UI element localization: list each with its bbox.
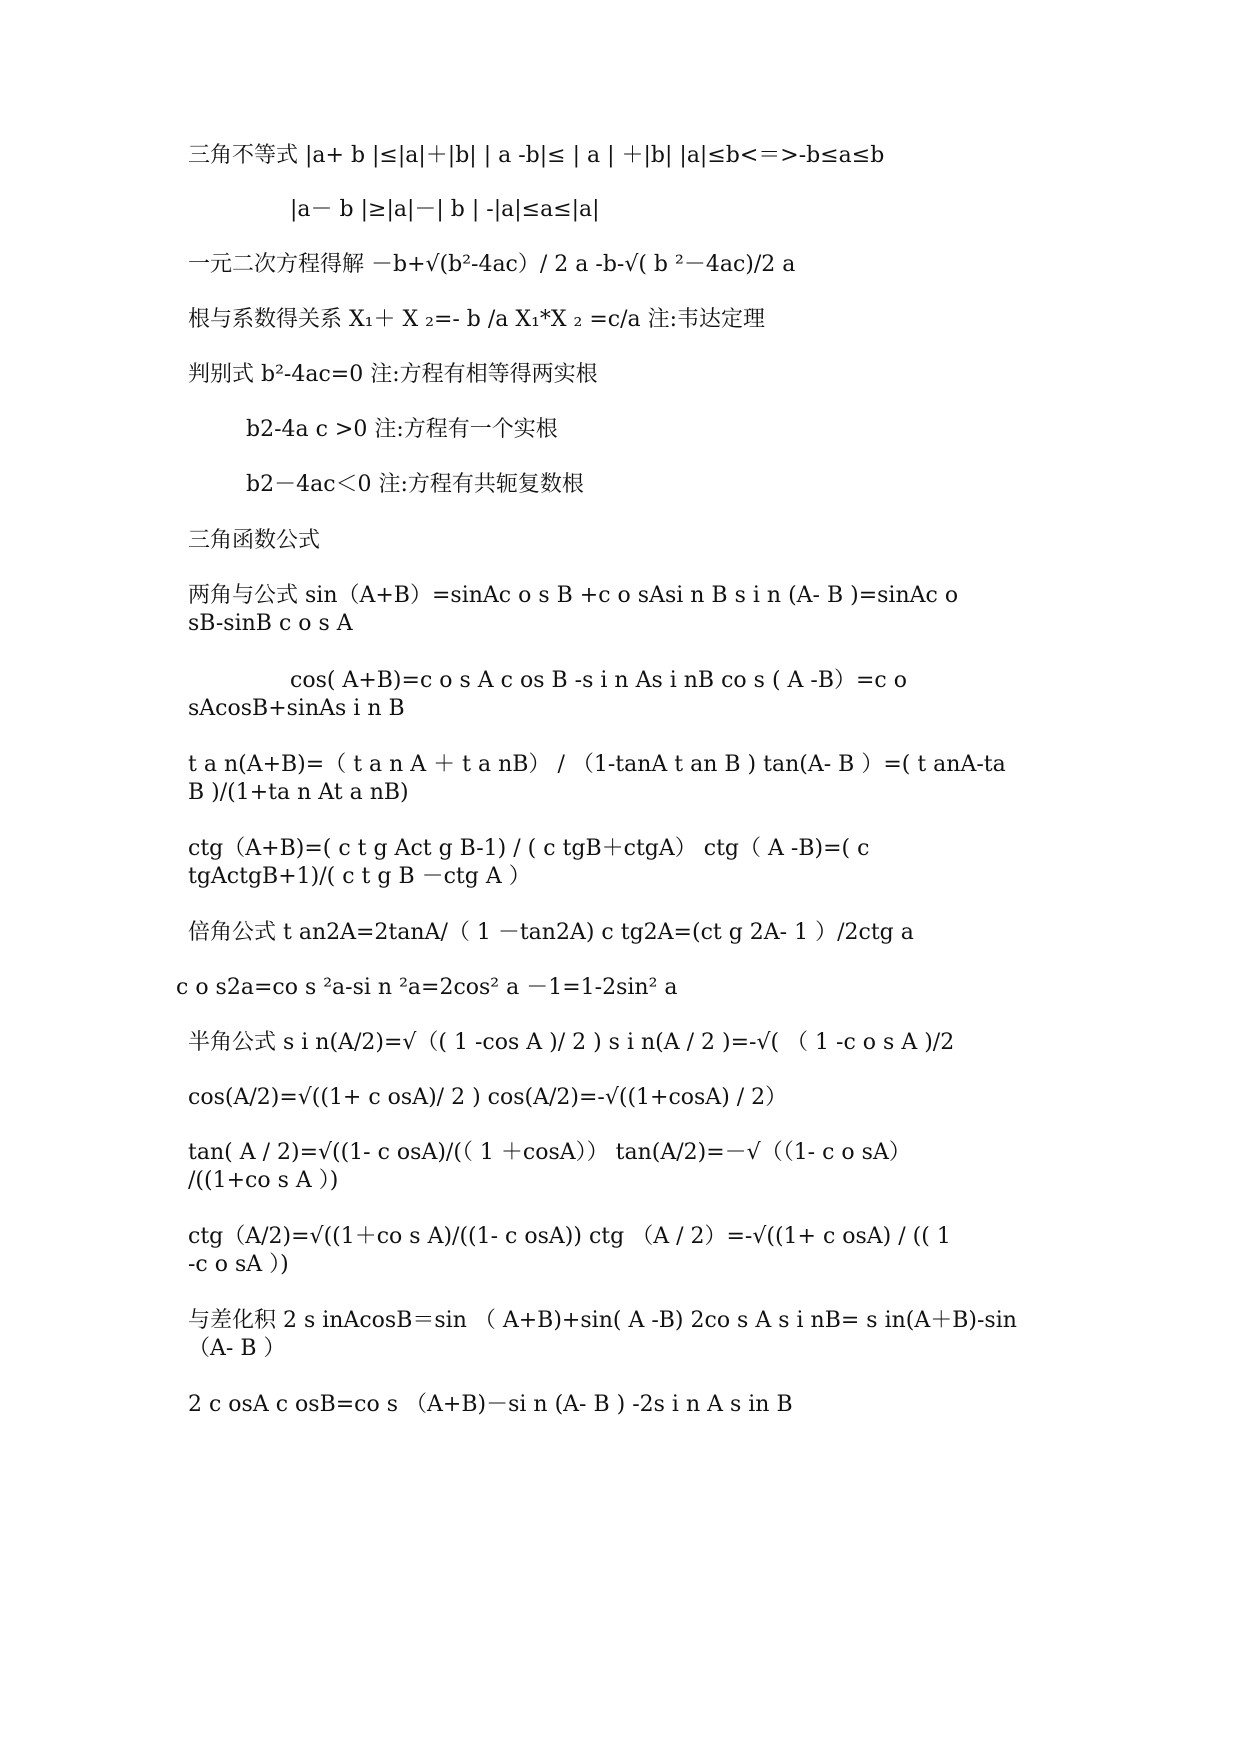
triangle-inequality-line-1: 三角不等式 |a+ b |≤|a|＋|b| | a -b|≤ | a | ＋|b| |a|≤b<＝>-b≤a≤b (188, 143, 885, 168)
double-angle-line-1: 倍角公式 t an2A=2tanA/（ 1 －tan2A) c tg2A=(ct g 2A- 1 ）/2ctg a (188, 920, 914, 945)
discriminant-line-3: b2－4ac＜0 注:方程有共轭复数根 (246, 472, 584, 497)
product-to-sum-line-1b: （A- B ） (188, 1336, 286, 1361)
product-to-sum-line-2: 2 c osA c osB=co s （A+B)－si n (A- B ) -2s i n A s in B (188, 1392, 793, 1417)
discriminant-line-2: b2-4a c >0 注:方程有一个实根 (246, 417, 558, 442)
cos-sum-line: cos( A+B)=c o s A c os B -s i n As i nB co s ( A -B）=c o (290, 668, 907, 693)
section-heading-trig: 三角函数公式 (188, 528, 321, 553)
double-angle-line-2: c o s2a=co s ²a-si n ²a=2cos² a －1=1-2sin² a (176, 975, 678, 1000)
half-angle-ctg-line: ctg（A/2)=√((1＋co s A)/((1- c osA)) ctg （A / 2）=-√((1+ c osA) / (( 1 (188, 1224, 951, 1249)
vieta-line: 根与系数得关系 X₁＋ X ₂=- b /a X₁*X ₂ =c/a 注:韦达定理 (188, 307, 766, 332)
product-to-sum-line-1: 与差化积 2 s inAcosB＝sin （ A+B)+sin( A -B) 2co s A s i nB= s in(A＋B)-sin (188, 1308, 1017, 1333)
discriminant-line-1: 判别式 b²-4ac=0 注:方程有相等得两实根 (188, 362, 598, 387)
sum-formula-line-1: 两角与公式 sin（A+B）=sinAc o s B +c o sAsi n B s i n (A- B )=sinAc o (188, 583, 959, 608)
half-angle-cos-line: cos(A/2)=√((1+ c osA)/ 2 ) cos(A/2)=-√((1+cosA) / 2） (188, 1085, 788, 1110)
half-angle-tan-line-b: /((1+co s A ）) (188, 1168, 339, 1193)
ctg-sum-line: ctg（A+B)=( c t g Act g B-1) / ( c tgB＋ctgA） ctg（ A -B)=( c (188, 836, 870, 861)
triangle-inequality-line-2: |a－ b |≥|a|－| b | -|a|≤a≤|a| (290, 197, 600, 222)
tan-sum-line: t a n(A+B)=（ t a n A ＋ t a nB） / （1-tanA t an B ) tan(A- B ）=( t anA-ta (188, 752, 1006, 777)
sum-formula-line-1b: sB-sinB c o s A (188, 611, 353, 636)
ctg-sum-line-b: tgActgB+1)/( c t g B －ctg A ） (188, 864, 531, 889)
quadratic-solution-line: 一元二次方程得解 －b+√(b²-4ac）/ 2 a -b-√( b ²－4ac)/2 a (188, 252, 796, 277)
cos-sum-line-b: sAcosB+sinAs i n B (188, 696, 405, 721)
half-angle-tan-line: tan( A / 2)=√((1- c osA)/(（ 1 ＋cosA）） tan(A/2)=－√（（1- c o sA） (188, 1140, 911, 1165)
tan-sum-line-b: B )/(1+ta n At a nB) (188, 780, 409, 805)
half-angle-ctg-line-b: -c o sA ）) (188, 1252, 289, 1277)
half-angle-sin-line: 半角公式 s i n(A/2)=√（( 1 -cos A )/ 2 ) s i n(A / 2 )=-√( （ 1 -c o s A )/2 (188, 1030, 955, 1055)
